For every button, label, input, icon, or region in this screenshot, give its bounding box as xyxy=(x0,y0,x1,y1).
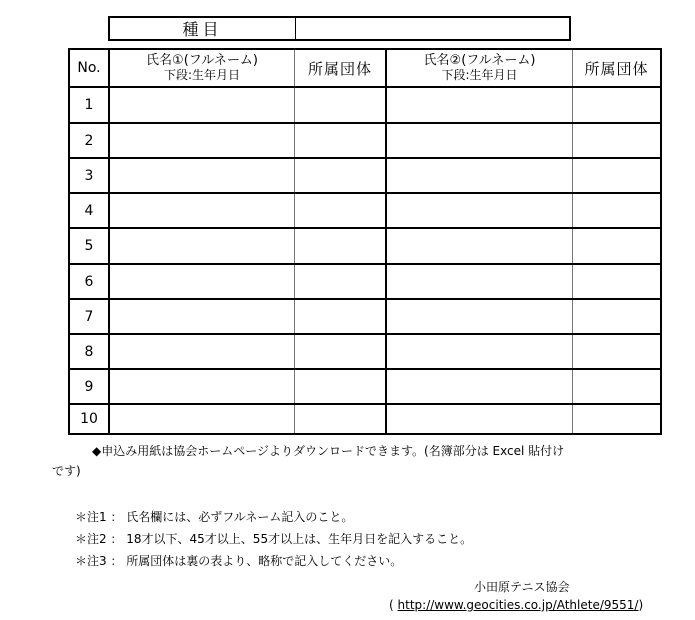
header-name-1 xyxy=(110,50,294,86)
header-name-2 xyxy=(387,50,572,86)
row-number: 5 xyxy=(84,238,94,254)
row-rule xyxy=(70,298,660,300)
note-2: ＊注2 ： 18才以下、45才以上、55才以上は、生年月日を記入すること。 xyxy=(75,532,473,546)
row-number: 2 xyxy=(84,132,94,149)
note-1: ＊注1 ： 氏名欄には、必ずフルネーム記入のこと。 xyxy=(75,510,354,524)
row-number: 6 xyxy=(84,273,94,290)
website-link[interactable]: http://www.geocities.co.jp/Athlete/9551/ xyxy=(397,598,639,612)
row-rule xyxy=(70,192,660,194)
row-number: 3 xyxy=(84,167,94,184)
row-rule xyxy=(70,403,660,405)
row-number: 4 xyxy=(84,202,94,219)
header-name-2-sub: 下段:生年月日 xyxy=(441,68,518,82)
header-name-2-main: 氏名②(フルネーム) xyxy=(423,53,536,68)
header-affiliation-2: 所属団体 xyxy=(584,59,649,78)
row-rule xyxy=(70,227,660,229)
row-number: 9 xyxy=(84,378,94,395)
row-rule xyxy=(70,122,660,124)
row-rule xyxy=(70,333,660,335)
row-rule xyxy=(70,368,660,370)
row-rule xyxy=(70,263,660,265)
row-number: 1 xyxy=(84,97,94,113)
notice-line-2: です) xyxy=(52,464,81,478)
entry-table xyxy=(68,48,662,435)
row-number: 7 xyxy=(84,308,94,325)
row-number: 10 xyxy=(80,411,98,427)
row-rule xyxy=(70,157,660,159)
org-name: 小田原テニス協会 xyxy=(474,580,570,594)
url-line xyxy=(389,598,643,612)
table-body xyxy=(70,88,660,433)
event-label: 種目 xyxy=(110,18,296,39)
note-3: ＊注3 ： 所属団体は裏の表より、略称で記入してください。 xyxy=(75,554,403,568)
event-box xyxy=(108,16,571,41)
event-value[interactable] xyxy=(296,18,569,39)
header-affiliation-1: 所属団体 xyxy=(307,59,372,78)
row-number: 8 xyxy=(84,343,94,360)
notice-line-1: ◆申込み用紙は協会ホームページよりダウンロードできます。(名簿部分は Excel 貼付け xyxy=(92,444,565,458)
header-name-1-sub: 下段:生年月日 xyxy=(163,68,241,82)
url-paren-open: ( xyxy=(389,598,394,612)
url-paren-close: ) xyxy=(638,598,644,612)
header-name-1-main: 氏名①(フルネーム) xyxy=(146,53,258,68)
header-no: No. xyxy=(77,60,101,76)
